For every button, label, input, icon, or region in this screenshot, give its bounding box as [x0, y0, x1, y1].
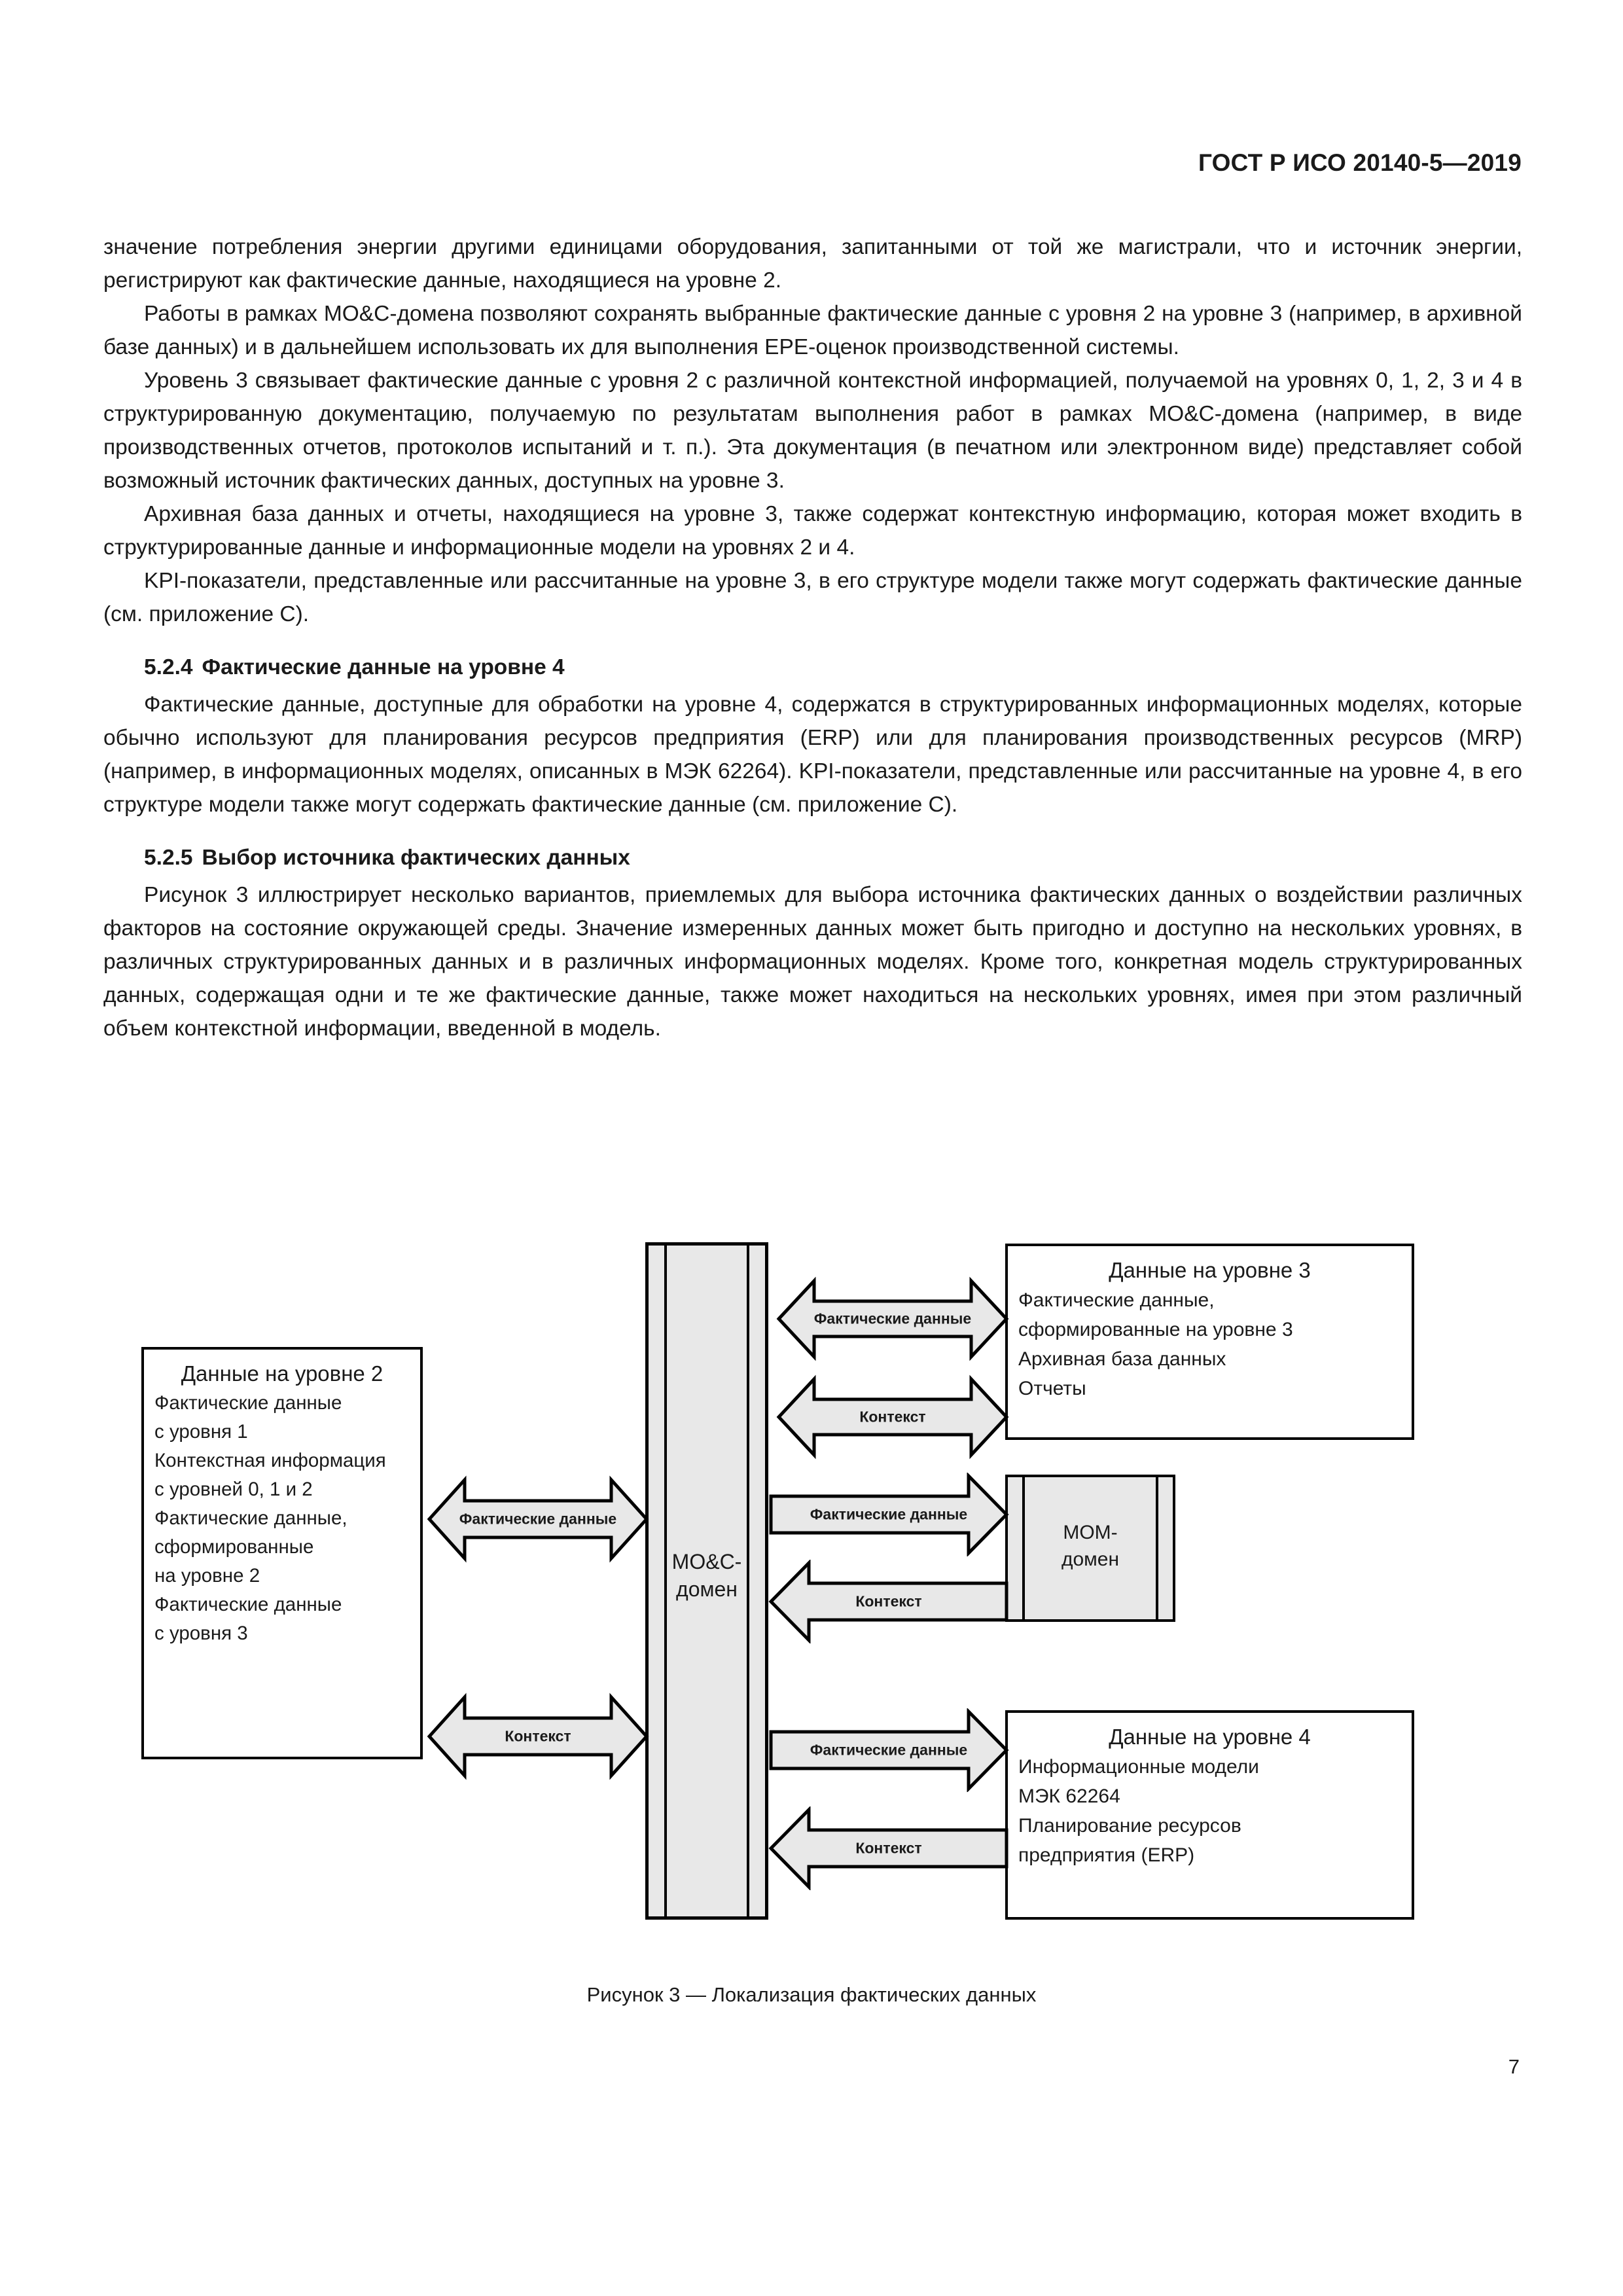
figure-3-localization-of-actual-data	[0, 1214, 1623, 2000]
arrow-mom-context-label: Контекст	[855, 1592, 922, 1610]
figure-box-level3-title: Данные на уровне 3	[1109, 1258, 1311, 1282]
figure-box-level2-line: на уровне 2	[154, 1565, 260, 1587]
figure-box-level2-line: Фактические данные	[154, 1392, 342, 1414]
arrow-level4-actual-data-label: Фактические данные	[810, 1741, 968, 1759]
paragraph-5-2-5: Рисунок 3 иллюстрирует несколько вариантов, приемлемых для выбора источника фактических данных о воздействии различных факторов на состояние окружающей среды. Значение измеренных данных может быть пригодно и доступно на нескольких уровнях, в различных структурированных данных и в различных информационных моделях. Кроме того, конкретная модель структурированных данных, содержащая одни и те же фактические данные, также может находиться на нескольких уровнях, имея при этом различный объем контекстной информации, введенной в модель.	[103, 883, 1522, 1041]
arrow-level2-actual-data	[427, 1475, 649, 1564]
figure-box-level3-line: Архивная база данных	[1018, 1348, 1226, 1370]
figure-box-level4-line: Информационные модели	[1018, 1756, 1259, 1778]
section-heading-5-2-5	[103, 841, 1522, 874]
arrow-level3-context	[776, 1374, 1009, 1460]
figure-box-level2-line: Контекстная информация	[154, 1450, 386, 1471]
figure-box-level3-line: Фактические данные,	[1018, 1289, 1215, 1311]
arrow-mom-context	[768, 1560, 1009, 1643]
figure-mom-domain-box	[1005, 1475, 1175, 1622]
paragraph-5-2-4: Фактические данные, доступные для обработки на уровне 4, содержатся в структурированных информационных моделях, которые обычно используют для планирования ресурсов предприятия (ERP) или для планирования производственных ресурсов (MRP) (например, в информационных моделях, описанных в МЭК 62264). KPI-показатели, представленные или рассчитанные на уровне 4, в его структуре модели также могут содержать фактические данные (см. приложение C).	[103, 692, 1522, 817]
figure-box-level2-line: Фактические данные	[154, 1594, 342, 1615]
figure-box-level2-title: Данные на уровне 2	[181, 1361, 383, 1386]
figure-box-level4-title: Данные на уровне 4	[1109, 1725, 1311, 1749]
paragraph-kpi-level3: KPI-показатели, представленные или рассчитанные на уровне 3, в его структуре модели также могут содержать фактические данные (см. приложение C).	[103, 569, 1522, 626]
figure-box-level4-line: МЭК 62264	[1018, 1785, 1120, 1807]
paragraph-intro: значение потребления энергии другими единицами оборудования, запитанными от той же магистрали, что и источник энергии, регистрируют как фактические данные, находящиеся на уровне 2.	[103, 235, 1522, 293]
figure-box-level4-line: Планирование ресурсов	[1018, 1815, 1241, 1837]
paragraph-moc-domain: Работы в рамках MO&C-домена позволяют сохранять выбранные фактические данные с уровня 2 на уровне 3 (например, в архивной базе данных) и в дальнейшем использовать их для выполнения EPE-оценок производственной системы.	[103, 302, 1522, 359]
arrow-level4-context	[768, 1806, 1009, 1890]
page-number: 7	[1508, 2055, 1520, 2078]
figure-box-level3-line: сформированные на уровне 3	[1018, 1319, 1293, 1340]
moc-domain-line1: MO&C-	[671, 1550, 742, 1573]
arrow-level3-context-label: Контекст	[859, 1408, 926, 1426]
figure-moc-domain-column	[645, 1242, 768, 1920]
figure-3-caption: Рисунок 3 — Локализация фактических данных	[586, 1983, 1037, 2006]
figure-box-level4	[1005, 1710, 1414, 1920]
paragraph-level3-link: Уровень 3 связывает фактические данные с уровня 2 с различной контекстной информацией, получаемой на уровнях 0, 1, 2, 3 и 4 в структурированную документацию, получаемую по результатам выполнения работ в рамках MO&C-домена (например, в виде производственных отчетов, протоколов испытаний и т. п.). Эта документация (в печатном или электронном виде) представляет собой возможный источник фактических данных, доступных на уровне 3.	[103, 368, 1522, 493]
arrow-level4-context-label: Контекст	[855, 1839, 922, 1857]
figure-box-level2-line: с уровня 3	[154, 1623, 248, 1644]
arrow-level2-actual-data-label: Фактические данные	[459, 1510, 617, 1528]
figure-box-level2	[141, 1347, 423, 1759]
figure-box-level2-line: с уровня 1	[154, 1421, 248, 1443]
mom-domain-line2: домен	[1061, 1549, 1120, 1570]
arrow-level4-actual-data	[768, 1708, 1009, 1792]
moc-domain-line2: домен	[676, 1577, 738, 1601]
arrow-mom-actual-data	[768, 1473, 1009, 1556]
mom-domain-line1: MOM-	[1063, 1522, 1118, 1543]
figure-box-level2-line: сформированные	[154, 1536, 314, 1558]
figure-box-level3	[1005, 1244, 1414, 1440]
arrow-level2-context-label: Контекст	[505, 1727, 571, 1745]
section-title-5-2-5: Выбор источника фактических данных	[202, 846, 630, 870]
figure-box-level4-line: предприятия (ERP)	[1018, 1844, 1195, 1866]
arrow-level2-context	[427, 1692, 649, 1781]
section-number-5-2-4: 5.2.4	[144, 655, 193, 679]
document-header-standard-id: ГОСТ Р ИСО 20140-5—2019	[1198, 149, 1522, 176]
section-title-5-2-4: Фактические данные на уровне 4	[202, 655, 565, 679]
figure-mom-domain-label	[1008, 1519, 1173, 1573]
body-text-column	[103, 230, 1522, 1045]
figure-box-level2-line: с уровней 0, 1 и 2	[154, 1479, 313, 1500]
section-heading-5-2-4	[103, 651, 1522, 684]
paragraph-archive-reports: Архивная база данных и отчеты, находящиеся на уровне 3, также содержат контекстную информацию, которая может входить в структурированные данные и информационные модели на уровнях 2 и 4.	[103, 502, 1522, 560]
arrow-level3-actual-data	[776, 1276, 1009, 1361]
arrow-level3-actual-data-label: Фактические данные	[813, 1310, 972, 1327]
figure-box-level2-line: Фактические данные,	[154, 1507, 348, 1529]
figure-box-level3-line: Отчеты	[1018, 1378, 1086, 1399]
figure-moc-domain-label	[649, 1548, 765, 1603]
arrow-mom-actual-data-label: Фактические данные	[810, 1505, 968, 1523]
section-number-5-2-5: 5.2.5	[144, 846, 193, 870]
